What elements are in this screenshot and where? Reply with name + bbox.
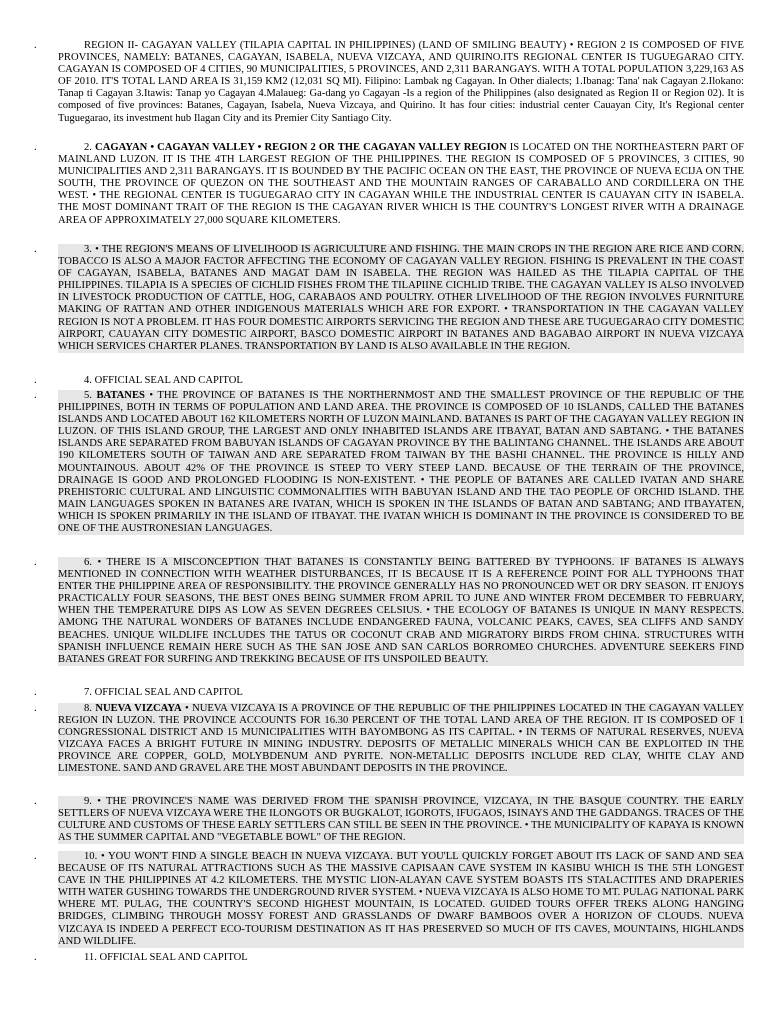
list-item <box>34 557 744 666</box>
bullet: . <box>34 703 37 714</box>
item-6-text: • THERE IS A MISCONCEPTION THAT BATANES IS CONSTANTLY BEING BATTERED BY TYPHOONS. IF BATANES IS ALWAYS MENTIONED IN CONNECTION WITH WEATHER DISTURBANCES, IT IS BECAUSE IT IS A REFERENCE POINT FOR ALL TYPHOONS THAT ENTER THE PHILIPPINE AREA OF RESPONSIBILITY. THE PROVINCE GENERALLY HAS NO PRONOUNCED WET OR DRY SEASON. IT ENJOYS PRACTICALLY FOUR SEASONS, THE BEST ONES BEING SUMMER FROM APRIL TO JUNE AND WINTER FROM DECEMBER TO FEBRUARY, WHEN THE TEMPERATURE DIPS AS LOW AS SEVEN DEGREES CELSIUS. • THE ECOLOGY OF BATANES IS UNIQUE IN MANY RESPECTS. AMONG THE NATURAL WONDERS OF BATANES INCLUDE ENDANGERED FAUNA, VOLCANIC PEAKS, CAVES, SEA CLIFFS AND SANDY BEACHES. UNIQUE WILDLIFE INCLUDES THE TATUS OR COCONUT CRAB AND MIGRATORY BIRDS FROM CHINA. STRUCTURES WITH SPANISH INFLUENCE REMAIN HERE SUCH AS THE SAN JOSE AND SAN CARLOS BORROMEO CHURCHES. ADVENTURE SEEKERS FIND BATANES GREAT FOR SURFING AND TREKKING BECAUSE OF ITS UNSPOILED BEAUTY. <box>58 557 744 665</box>
item-number: 2. <box>84 142 92 153</box>
item-9-text: • THE PROVINCE'S NAME WAS DERIVED FROM THE SPANISH PROVINCE, VIZCAYA, IN THE BASQUE COUNTRY. THE EARLY SETTLERS OF NUEVA VIZCAYA WERE THE ILONGOTS OR BUGKALOT, IGOROTS, IFUGAOS, ISINAYS AND THE GADDANGS. TRACES OF THE CULTURE AND CUSTOMS OF THESE EARLY SETTLERS CAN STILL BE SEEN IN THE PROVINCE. • THE MUNICIPALITY OF KAPAYA IS KNOWN AS THE SUMMER CAPITAL AND "VEGETABLE BOWL" OF THE REGION. <box>58 796 744 844</box>
item-number: 9. <box>84 796 92 807</box>
item-number: 5. <box>84 390 92 401</box>
bullet: . <box>34 40 37 51</box>
list-item <box>34 703 744 776</box>
list-item <box>34 142 744 227</box>
bullet: . <box>34 244 37 255</box>
item-1-text: REGION II- CAGAYAN VALLEY (TILAPIA CAPITAL IN PHILIPPINES) (LAND OF SMILING BEAUTY) • REGION 2 IS COMPOSED OF FIVE PROVINCES, NAMELY: BATANES, CAGAYAN, ISABELA, NUEVA VIZCAYA, AND QUIRINO.ITS REGIONAL CENTER IS TUGUEGARAO CITY. CAGAYAN IS COMPOSED OF 4 CITIES, 90 MUNICIPALITIES, 5 PROVINCES, AND 2,311 BARANGAYS. WITH A TOTAL POPULATION 3,229,163 AS OF 2010. IT'S TOTAL LAND AREA IS 31,159 KM2 (12,031 SQ MI). Filipino: Lambak ng Cagayan. In Other dialects; 1.Ibanag: Tana' nak Cagayan 2.Ilokano: Tanap ti Cagayan 3.Itawis: Tanap yo Cagayan 4.Malaueg: Ga-dang yo Cagayan -Is a region of the Philippines (also designated as Region II or Region 02). It is composed of five provinces: Batanes, Cagayan, Isabela, Nueva Vizcaya, and Quirino. It has four cities: industrial center Cauayan City, It's Regional center Tuguegarao, its investment hub Ilagan City and its Premier City Santiago City. <box>58 40 744 124</box>
bullet: . <box>34 687 37 698</box>
item-number: 10. <box>84 851 98 862</box>
list-item <box>34 796 744 844</box>
list-item <box>34 952 744 964</box>
bullet: . <box>34 375 37 386</box>
item-heading: NUEVA VIZCAYA <box>95 703 182 714</box>
list-item <box>34 687 744 699</box>
list-item <box>34 851 744 948</box>
list-item <box>34 375 744 387</box>
item-3-text: • THE REGION'S MEANS OF LIVELIHOOD IS AGRICULTURE AND FISHING. THE MAIN CROPS IN THE REGION ARE RICE AND CORN. TOBACCO IS ALSO A MAJOR FACTOR AFFECTING THE ECONOMY OF CAGAYAN VALLEY REGION. FISHING IS PREVALENT IN THE COAST OF CAGAYAN, ISABELA, BATANES AND MAGAT DAM IN ISABELA. THE REGION WAS HAILED AS THE TILAPIA CAPITAL OF THE PHILIPPINES. TILAPIA IS A SPECIES OF CICHLID FISHES FROM THE TILAPIINE CICHLID TRIBE. THE CAGAYAN VALLEY IS ALSO INVOLVED IN LIVESTOCK PRODUCTION OF CATTLE, HOG, CARABAOS AND POULTRY. OTHER LIVELIHOOD OF THE REGION INVOLVES FURNITURE MAKING OF RATTAN AND OTHER INDIGENOUS MATERIALS WHICH ARE FOR EXPORT. • TRANSPORTATION IN THE CAGAYAN VALLEY REGION IS NOT A PROBLEM. IT HAS FOUR DOMESTIC AIRPORTS SERVICING THE REGION AND THESE ARE TUGUEGARAO CITY DOMESTIC AIRPORT, CAUAYAN CITY DOMESTIC AIRPORT, BASCO DOMESTIC AIRPORT IN BATANES AND BAGABAO AIRPORT IN NUEVA VIZCAYA WHICH SERVICES CHARTER PLANES. TRANSPORTATION BY LAND IS ALSO AVAILABLE IN THE REGION. <box>58 244 744 352</box>
bullet: . <box>34 851 37 862</box>
list-item <box>34 390 744 535</box>
list-item <box>34 244 744 353</box>
item-5-text: • THE PROVINCE OF BATANES IS THE NORTHERNMOST AND THE SMALLEST PROVINCE OF THE REPUBLIC OF THE PHILIPPINES, BOTH IN TERMS OF POPULATION AND LAND AREA. THE PROVINCE IS COMPOSED OF 10 ISLANDS, CALLED THE BATANES ISLANDS AND LOCATED ABOUT 162 KILOMETERS NORTH OF LUZON MAINLAND. BATANES IS PART OF THE CAGAYAN VALLEY REGION IN LUZON. OF THIS ISLAND GROUP, THE LARGEST AND ONLY INHABITED ISLANDS ARE ITBAYAT, BATAN AND SABTANG. • THE BATANES ISLANDS ARE SEPARATED FROM BABUYAN ISLANDS OF CAGAYAN PROVINCE BY THE BALINTANG CHANNEL. THE ISLANDS ARE ABOUT 190 KILOMETERS SOUTH OF TAIWAN AND ARE SEPARATED FROM TAIWAN BY THE BASHI CHANNEL. THE PROVINCE IS HILLY AND MOUNTAINOUS. ABOUT 42% OF THE PROVINCE IS STEEP TO VERY STEEP LAND. BECAUSE OF THE TERRAIN OF THE PROVINCE, DRAINAGE IS GOOD AND PROLONGED FLOODING IS NON-EXISTENT. • THE PEOPLE OF BATANES ARE CALLED IVATAN AND SHARE PREHISTORIC CULTURAL AND LINGUISTIC COMMONALITIES WITH BABUYAN ISLAND AND THE TAO PEOPLE OF ORCHID ISLAND. THE MAIN LANGUAGES SPOKEN IN BATANES ARE IVATAN, WHICH IS SPOKEN IN THE ISLANDS OF BATAN AND SABTANG; AND ITBAYATEN, WHICH IS SPOKEN PRIMARILY IN THE ISLAND OF ITBAYAT. THE IVATAN WHICH IS DOMINANT IN THE PROVINCE IS CONSIDERED TO BE ONE OF THE AUSTRONESIAN LANGUAGES. <box>58 390 744 535</box>
item-number: 6. <box>84 557 92 568</box>
item-heading: BATANES <box>96 390 145 401</box>
item-heading: CAGAYAN • CAGAYAN VALLEY • REGION 2 OR THE CAGAYAN VALLEY REGION <box>95 142 507 153</box>
item-number: 4. <box>84 375 92 386</box>
bullet: . <box>34 796 37 807</box>
item-11-text: OFFICIAL SEAL AND CAPITOL <box>96 952 248 963</box>
item-number: 8. <box>84 703 92 714</box>
bullet: . <box>34 557 37 568</box>
item-number: 7. <box>84 687 92 698</box>
bullet: . <box>34 142 37 153</box>
item-8-text: • NUEVA VIZCAYA IS A PROVINCE OF THE REPUBLIC OF THE PHILIPPINES LOCATED IN THE CAGAYAN VALLEY REGION IN LUZON. THE PROVINCE ACCOUNTS FOR 16.30 PERCENT OF THE TOTAL LAND AREA OF THE REGION. IT IS COMPOSED OF 1 CONGRESSIONAL DISTRICT AND 15 MUNICIPALITIES WITH BAYOMBONG AS ITS CAPITAL. • IN TERMS OF NATURAL RESERVES, NUEVA VIZCAYA FACES A BRIGHT FUTURE IN MINING INDUSTRY. DEPOSITS OF METALLIC MINERALS WHICH CAN BE EXPLOITED IN THE PROVINCE ARE COPPER, GOLD, MOLYBDENUM AND PYRITE. NON-METALLIC DEPOSITS INCLUDE RED CLAY, WHITE CLAY AND LIMESTONE. SAND AND GRAVEL ARE THE MOST ABUNDANT DEPOSITS IN THE PROVINCE. <box>58 703 744 775</box>
item-number: 11. <box>84 952 97 963</box>
item-number: 3. <box>84 244 92 255</box>
bullet: . <box>34 952 37 963</box>
item-10-text: • YOU WON'T FIND A SINGLE BEACH IN NUEVA VIZCAYA. BUT YOU'LL QUICKLY FORGET ABOUT ITS LACK OF SAND AND SEA BECAUSE OF ITS NATURAL ATTRACTIONS SUCH AS THE MASSIVE CAPISAAN CAVE SYSTEM IN KASIBU WHICH IS THE 5TH LONGEST CAVE IN THE PHILIPPINES AT 4.2 KILOMETERS. THE MYSTIC LION-ALAYAN CAVE SYSTEM BOASTS ITS STALACTITES AND DRAPERIES WITH WATER GUSHING TOWARDS THE UNDERGROUND RIVER SYSTEM. • NUEVA VIZCAYA IS ALSO HOME TO MT. PULAG NATIONAL PARK WHERE MT. PULAG, THE COUNTRY'S SECOND HIGHEST MOUNTAIN, IS LOCATED. GUIDED TOURS OFFER TREKS ALONG HANGING BRIDGES, CLIMBING THROUGH MOSSY FOREST AND GRASSLANDS OF DWARF BAMBOOS OVER A HORIZON OF CLOUDS. NUEVA VIZCAYA IS INDEED A PERFECT ECO-TOURISM DESTINATION AS IT HAS PRESERVED SO MUCH OF ITS CAVES, MOUNTAINS, HIGHLANDS AND WILDLIFE. <box>58 851 744 947</box>
item-7-text: OFFICIAL SEAL AND CAPITOL <box>91 687 243 698</box>
list-item <box>34 40 744 125</box>
bullet: . <box>34 390 37 401</box>
item-4-text: OFFICIAL SEAL AND CAPITOL <box>91 375 243 386</box>
item-2-text: IS LOCATED ON THE NORTHEASTERN PART OF MAINLAND LUZON. IT IS THE 4TH LARGEST REGION OF THE PHILIPPINES. THE REGION IS COMPOSED OF 5 PROVINCES, 3 CITIES, 90 MUNICIPALITIES AND 2,311 BARANGAYS. IT IS BOUNDED BY THE PACIFIC OCEAN ON THE EAST, THE PROVINCE OF NUEVA ECIJA ON THE SOUTH, THE PROVINCE OF QUEZON ON THE SOUTHEAST AND THE MOUNTAIN RANGES OF CARABALLO AND CORDILLERA ON THE WEST. • THE REGIONAL CENTER IS TUGUEGARAO CITY IN CAGAYAN WHILE THE INDUSTRIAL CENTER IS CAUAYAN CITY IN ISABELA. THE MOST DOMINANT TRAIT OF THE REGION IS THE CAGAYAN RIVER WHICH IS THE COUNTRY'S LONGEST RIVER WITH A DRAINAGE AREA OF APPROXIMATELY 27,000 SQUARE KILOMETERS. <box>58 142 744 226</box>
